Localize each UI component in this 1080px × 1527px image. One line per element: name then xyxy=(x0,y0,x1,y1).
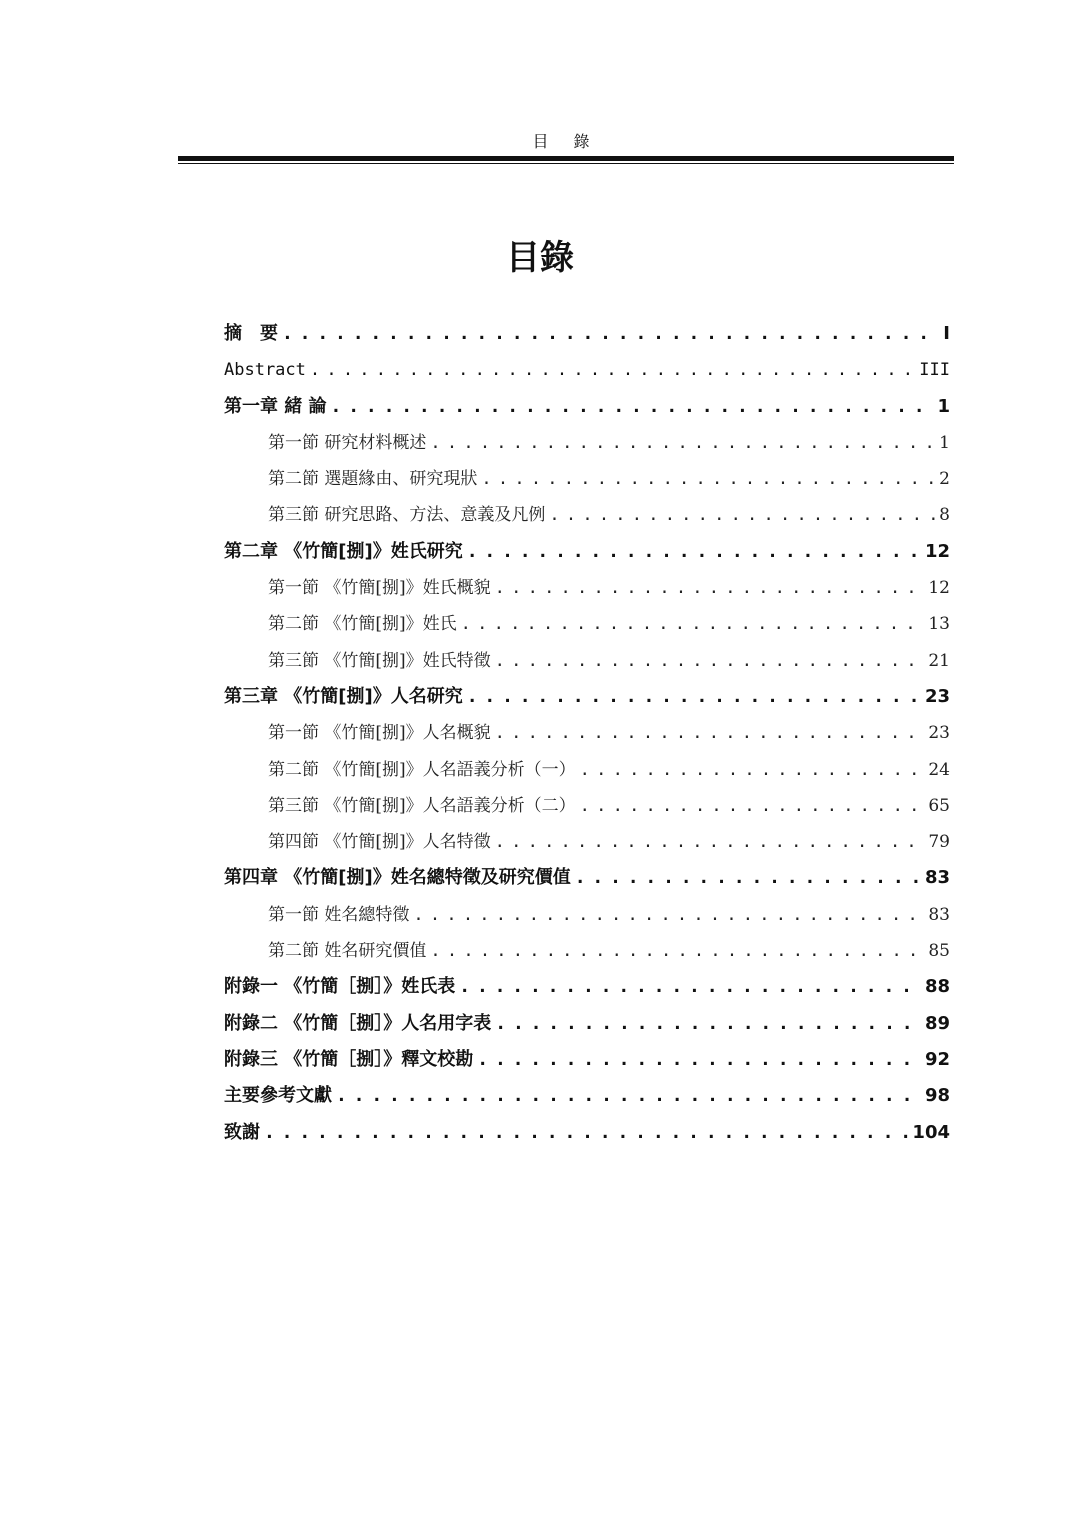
toc-entry[interactable] xyxy=(224,1078,950,1114)
toc-entry-page: 85 xyxy=(928,941,950,962)
toc-entry-label: 第四章 《竹簡[捌]》姓名總特徵及研究價值 xyxy=(224,867,571,889)
toc-entry[interactable] xyxy=(224,316,950,352)
toc-entry[interactable] xyxy=(224,1042,950,1078)
toc-leader-dots xyxy=(430,933,924,969)
toc-entry[interactable] xyxy=(224,389,950,425)
toc-entry-page: 88 xyxy=(924,976,950,998)
toc-entry-label: 附錄二 《竹簡［捌］》人名用字表 xyxy=(224,1012,492,1034)
toc-entry[interactable] xyxy=(224,897,950,933)
toc-entry[interactable] xyxy=(224,788,950,824)
toc-entry[interactable] xyxy=(224,1115,950,1151)
toc-entry-page: 92 xyxy=(924,1048,950,1070)
toc-entry-page: 24 xyxy=(928,759,950,780)
toc-entry-label: 第四節 《竹簡[捌]》人名特徵 xyxy=(268,832,491,853)
toc-entry-page: 12 xyxy=(924,540,950,562)
toc-leader-dots xyxy=(549,497,935,533)
toc-entry-label: 第一節 《竹簡[捌]》姓氏概貌 xyxy=(268,578,491,599)
toc-entry-page: 23 xyxy=(924,685,950,707)
toc-entry-page: 23 xyxy=(928,723,950,744)
toc-entry-page: 1 xyxy=(937,395,950,417)
toc-leader-dots xyxy=(459,969,921,1005)
toc-entry-label: 第三節 《竹簡[捌]》姓氏特徵 xyxy=(268,650,491,671)
toc-leader-dots xyxy=(481,461,935,497)
toc-entry-label: 第二節 《竹簡[捌]》姓氏 xyxy=(268,614,457,635)
toc-entry-label: 第一節 研究材料概述 xyxy=(268,432,427,453)
toc-entry-label: 第二章 《竹簡[捌]》姓氏研究 xyxy=(224,540,463,562)
toc-entry-page: 89 xyxy=(924,1012,950,1034)
toc-entry[interactable] xyxy=(224,570,950,606)
toc-entry-label: 第二節 選題緣由、研究現狀 xyxy=(268,469,478,490)
toc-leader-dots xyxy=(495,715,925,751)
toc-entry-page: 8 xyxy=(939,505,950,526)
toc-entry[interactable] xyxy=(224,606,950,642)
toc-entry[interactable] xyxy=(224,933,950,969)
toc-entry-label: Abstract xyxy=(224,360,306,381)
toc-entry-label: 第一節 姓名總特徵 xyxy=(268,904,410,925)
toc-entry[interactable] xyxy=(224,497,950,533)
toc-leader-dots xyxy=(461,606,925,642)
page-title: 目錄 xyxy=(506,238,574,278)
toc-entry[interactable] xyxy=(224,824,950,860)
toc-leader-dots xyxy=(580,752,925,788)
toc-entry[interactable] xyxy=(224,425,950,461)
toc-entry-label: 第三節 研究思路、方法、意義及凡例 xyxy=(268,505,546,526)
toc-entry-page: 83 xyxy=(928,904,950,925)
toc-leader-dots xyxy=(310,352,915,388)
toc-entry[interactable] xyxy=(224,1006,950,1042)
toc-entry[interactable] xyxy=(224,752,950,788)
toc-entry-page: 65 xyxy=(928,795,950,816)
toc-leader-dots xyxy=(495,643,925,679)
toc-entry-page: 1 xyxy=(939,432,950,453)
toc-entry-label: 第一章 緒 論 xyxy=(224,395,327,417)
toc-leader-dots xyxy=(495,1006,921,1042)
toc-entry-page: 12 xyxy=(928,578,950,599)
toc-leader-dots xyxy=(413,897,924,933)
toc-leader-dots xyxy=(477,1042,921,1078)
toc-entry-page: 2 xyxy=(939,469,950,490)
toc-entry-page: 79 xyxy=(928,832,950,853)
toc-leader-dots xyxy=(430,425,935,461)
toc-leader-dots xyxy=(264,1115,908,1151)
toc-entry[interactable] xyxy=(224,715,950,751)
toc-entry-page: 104 xyxy=(912,1121,950,1143)
toc-leader-dots xyxy=(495,824,925,860)
toc-leader-dots xyxy=(331,389,934,425)
toc-entry[interactable] xyxy=(224,352,950,388)
toc-entry-page: 83 xyxy=(924,867,950,889)
toc-entry[interactable] xyxy=(224,534,950,570)
table-of-contents xyxy=(224,316,950,1151)
toc-leader-dots xyxy=(467,679,921,715)
toc-entry-label: 摘 要 xyxy=(224,323,278,344)
toc-leader-dots xyxy=(580,788,925,824)
toc-entry[interactable] xyxy=(224,969,950,1005)
toc-entry-page: I xyxy=(943,323,950,344)
running-header: 目 錄 xyxy=(532,132,600,151)
toc-entry-label: 致謝 xyxy=(224,1121,260,1143)
toc-entry-page: 13 xyxy=(928,614,950,635)
toc-leader-dots xyxy=(495,570,925,606)
toc-entry-label: 第一節 《竹簡[捌]》人名概貌 xyxy=(268,723,491,744)
header-rule-thin xyxy=(178,163,954,164)
toc-entry-page: III xyxy=(919,360,950,381)
toc-entry-label: 第二節 《竹簡[捌]》人名語義分析（一） xyxy=(268,759,576,780)
toc-entry-label: 第二節 姓名研究價值 xyxy=(268,941,427,962)
toc-entry[interactable] xyxy=(224,860,950,896)
toc-entry[interactable] xyxy=(224,643,950,679)
toc-entry-label: 附錄三 《竹簡［捌］》釋文校勘 xyxy=(224,1048,474,1070)
header-rule-thick xyxy=(178,156,954,161)
toc-leader-dots xyxy=(282,316,939,352)
toc-entry-label: 附錄一 《竹簡［捌］》姓氏表 xyxy=(224,976,456,998)
toc-entry-label: 第三節 《竹簡[捌]》人名語義分析（二） xyxy=(268,795,576,816)
toc-leader-dots xyxy=(336,1078,921,1114)
toc-entry-label: 主要參考文獻 xyxy=(224,1085,332,1107)
toc-entry-page: 21 xyxy=(928,650,950,671)
toc-entry[interactable] xyxy=(224,461,950,497)
toc-leader-dots xyxy=(467,534,921,570)
toc-leader-dots xyxy=(575,860,921,896)
toc-entry-page: 98 xyxy=(924,1085,950,1107)
toc-entry-label: 第三章 《竹簡[捌]》人名研究 xyxy=(224,685,463,707)
toc-entry[interactable] xyxy=(224,679,950,715)
